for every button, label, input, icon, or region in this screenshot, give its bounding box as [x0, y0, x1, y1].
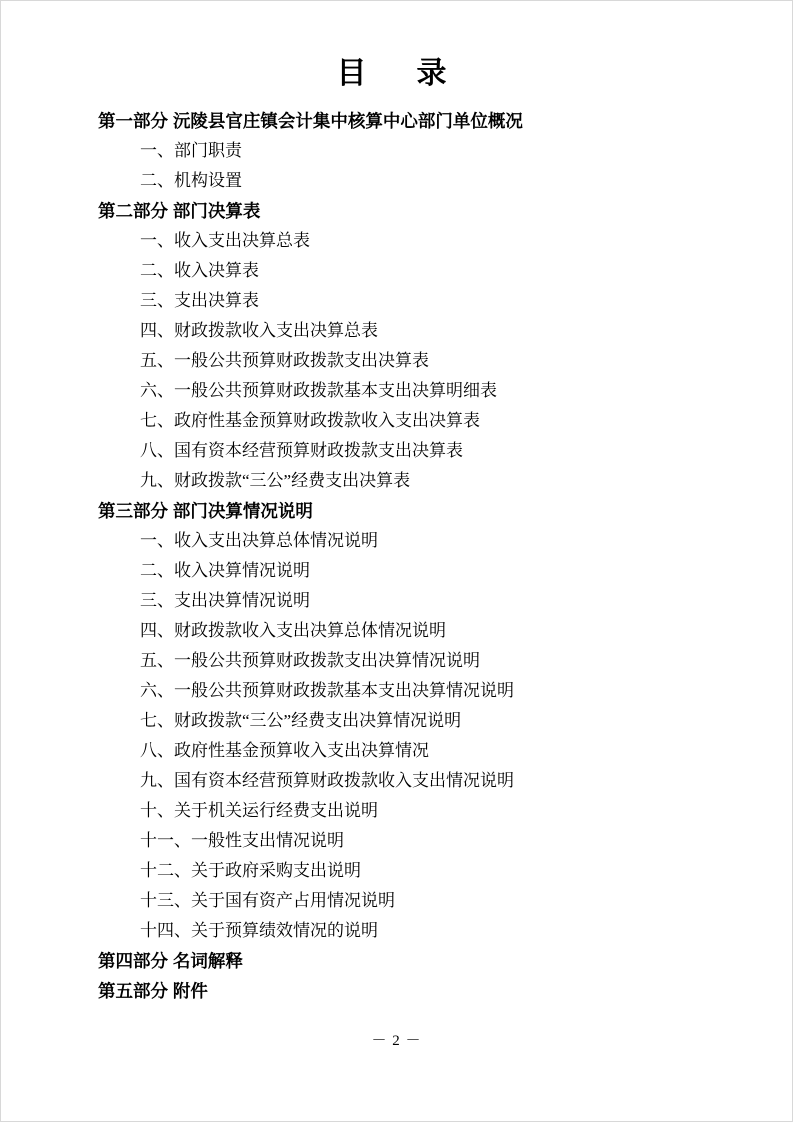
toc-entry: 三、支出决算情况说明	[140, 591, 310, 610]
toc-part-heading: 第四部分 名词解释	[98, 951, 243, 971]
toc-entry: 五、一般公共预算财政拨款支出决算表	[140, 351, 429, 370]
page-number: － 2 －	[371, 1033, 422, 1049]
toc-entry: 一、收入支出决算总表	[140, 231, 310, 250]
toc-entry: 十一、一般性支出情况说明	[140, 831, 344, 850]
toc-entry: 一、部门职责	[140, 141, 242, 160]
toc-entry: 九、国有资本经营预算财政拨款收入支出情况说明	[140, 771, 514, 790]
toc-entry: 十四、关于预算绩效情况的说明	[140, 921, 378, 940]
toc-entry: 二、机构设置	[140, 171, 242, 190]
toc-entry: 二、收入决算表	[140, 261, 259, 280]
toc-entry: 七、政府性基金预算财政拨款收入支出决算表	[140, 411, 480, 430]
toc-entry: 十二、关于政府采购支出说明	[140, 861, 361, 880]
toc-part-heading: 第一部分 沅陵县官庄镇会计集中核算中心部门单位概况	[98, 111, 523, 131]
toc-entry: 十、关于机关运行经费支出说明	[140, 801, 378, 820]
toc-entry: 一、收入支出决算总体情况说明	[140, 531, 378, 550]
toc-entry: 二、收入决算情况说明	[140, 561, 310, 580]
toc-entry: 七、财政拨款“三公”经费支出决算情况说明	[140, 711, 462, 730]
table-of-contents	[0, 100, 793, 1006]
page-title: 目 录	[336, 57, 457, 90]
toc-part-heading: 第五部分 附件	[98, 981, 208, 1001]
toc-entry: 六、一般公共预算财政拨款基本支出决算情况说明	[140, 681, 514, 700]
toc-part-heading: 第三部分 部门决算情况说明	[98, 501, 313, 521]
toc-entry: 三、支出决算表	[140, 291, 259, 310]
toc-entry: 六、一般公共预算财政拨款基本支出决算明细表	[140, 381, 497, 400]
toc-entry: 五、一般公共预算财政拨款支出决算情况说明	[140, 651, 480, 670]
toc-entry: 八、国有资本经营预算财政拨款支出决算表	[140, 441, 463, 460]
toc-entry: 十三、关于国有资产占用情况说明	[140, 891, 395, 910]
toc-entry: 四、财政拨款收入支出决算总表	[140, 321, 378, 340]
toc-entry: 九、财政拨款“三公”经费支出决算表	[140, 471, 411, 490]
toc-entry: 四、财政拨款收入支出决算总体情况说明	[140, 621, 446, 640]
toc-part-heading: 第二部分 部门决算表	[98, 201, 261, 221]
toc-entry: 八、政府性基金预算收入支出决算情况	[140, 741, 429, 760]
